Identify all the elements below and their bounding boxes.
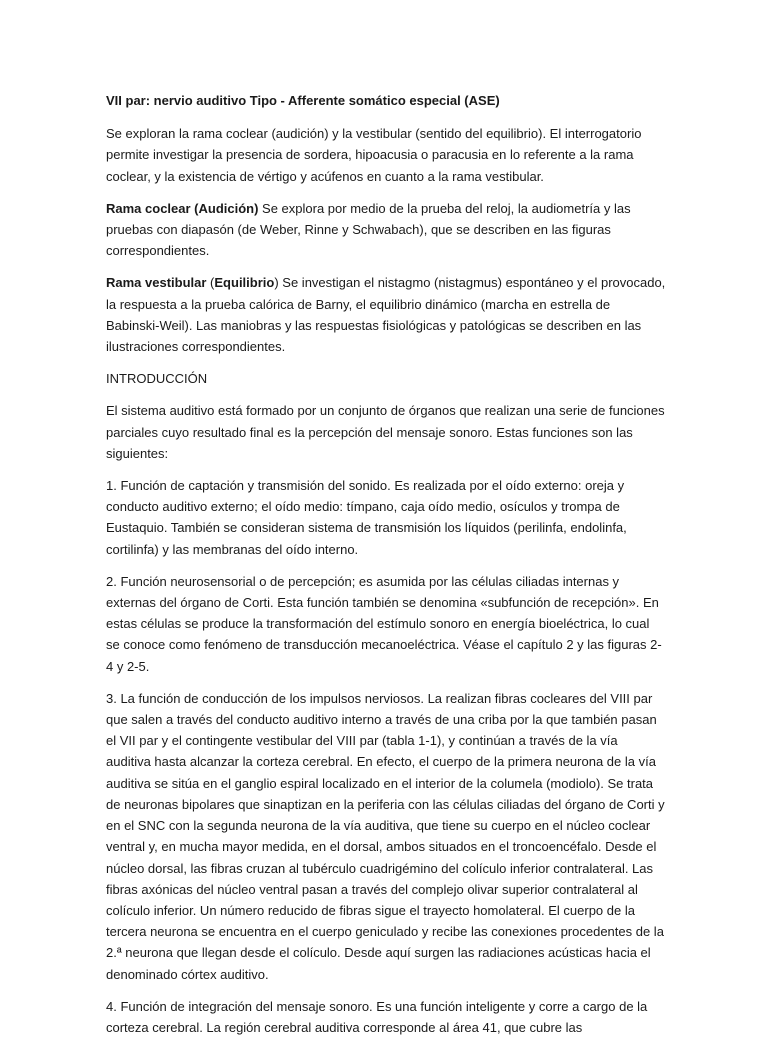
list-item: 4. Función de integración del mensaje sonoro. Es una función inteligente y corre a cargo de la corteza cerebral. La región cerebral auditiva corresponde al área 41, que cubre las: [106, 998, 648, 1035]
coclear-label: Rama coclear (Audición): [106, 200, 259, 216]
vestibular-text: Se investigan el nistagmo (nistagmus) espontáneo y el provocado, la respuesta a la prueba calórica de Barny, el equilibrio dinámico (marcha en estrella de Babinski-Weil). Las maniobras y las respuestas fisiológicas y patológicas se describen en las ilustraciones correspondientes.: [106, 275, 666, 355]
coclear-paragraph: [106, 198, 666, 262]
section-title: INTRODUCCIÓN: [106, 371, 208, 387]
document-page: [106, 90, 666, 1049]
vestibular-label-a: Rama vestibular: [106, 275, 207, 291]
intro-paragraph: Se exploran la rama coclear (audición) y la vestibular (sentido del equilibrio). El interrogatorio permite investigar la presencia de sordera, hipoacusia o paracusia en lo referente a la rama coclear, y la existencia de vértigo y acúfenos en cuanto a la rama vestibular.: [106, 126, 642, 184]
vestibular-label-d: ): [274, 275, 279, 291]
coclear-text: Se explora por medio de la prueba del reloj, la audiometría y las pruebas con diapasón (de Weber, Rinne y Schwabach), que se describen en las figuras correspondientes.: [106, 200, 631, 259]
list-item: 2. Función neurosensorial o de percepción; es asumida por las células ciliadas internas y externas del órgano de Corti. Esta función también se denomina «subfunción de recepción». En estas células se produce la transformación del estímulo sonoro en energía bioeléctrica, lo cual se conoce como fenómeno de transducción mecanoeléctrica. Véase el capítulo 2 y las figuras 2-4 y 2-5.: [106, 573, 662, 674]
vestibular-paragraph: [106, 272, 666, 357]
vestibular-label-b: (: [206, 275, 215, 291]
list-item: 3. La función de conducción de los impulsos nerviosos. La realizan fibras cocleares del VIII par que salen a través del conducto auditivo interno a través de una criba por la que también pasan el VII par y el contingente vestibular del VIII par (tabla 1-1), y continúan a través de la vía auditiva hasta alcanzar la corteza cerebral. En efecto, el cuerpo de la primera neurona de la vía auditiva se sitúa en el ganglio espiral localizado en el interior de la columela (modiolo). Se trata de neuronas bipolares que sinaptizan en la periferia con las células ciliadas del órgano de Corti y en el SNC con la segunda neurona de la vía auditiva, que tiene su cuerpo en el núcleo coclear ventral y, en mucha mayor medida, en el dorsal, ambos situados en el troncoencéfalo. Desde el núcleo dorsal, las fibras cruzan al tubérculo cuadrigémino del colículo inferior contralateral. Las fibras axónicas del núcleo ventral pasan a través del complejo olivar superior contralateral al colículo inferior. Un número reducido de fibras sigue el trayecto homolateral. El cuerpo de la tercera neurona se encuentra en el cuerpo geniculado y recibe las conexiones procedentes de la 2.ª neurona que llegan desde el colículo. Desde aquí surgen las radiaciones acústicas hacia el denominado córtex auditivo.: [106, 690, 665, 982]
section-intro: El sistema auditivo está formado por un conjunto de órganos que realizan una serie de funciones parciales cuyo resultado final es la percepción del mensaje sonoro. Estas funciones son las siguientes:: [106, 403, 665, 461]
document-title: VII par: nervio auditivo Tipo - Afferente somático especial (ASE): [106, 93, 500, 108]
list-item: 1. Función de captación y transmisión del sonido. Es realizada por el oído externo: oreja y conducto auditivo externo; el oído medio: tímpano, caja oído medio, osículos y trompa de Eustaquio. También se consideran sistema de transmisión los líquidos (perilinfa, endolinfa, cortilinfa) y las membranas del oído interno.: [106, 478, 627, 557]
vestibular-label-c: Equilibrio: [214, 275, 275, 291]
